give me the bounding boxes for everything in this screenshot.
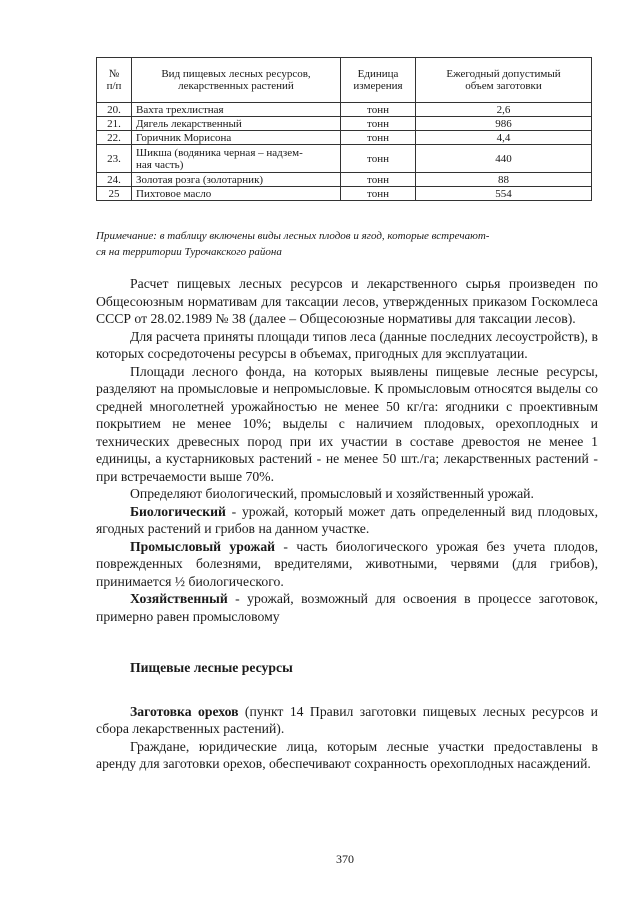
cell-unit: тонн	[341, 131, 416, 145]
table-row	[97, 145, 592, 173]
definition-text: - урожай, который может дать определенный вид плодовых, ягодных растений и грибов на данном участке.	[96, 503, 598, 536]
paragraph	[96, 590, 598, 625]
term-nut-harvesting: Заготовка орехов	[130, 703, 239, 719]
cell-volume: 554	[416, 187, 592, 201]
paragraph	[96, 538, 598, 591]
table-row	[97, 173, 592, 187]
body-text	[96, 275, 598, 773]
table-row	[97, 117, 592, 131]
table-row	[97, 103, 592, 117]
cell-unit: тонн	[341, 117, 416, 131]
resources-table	[96, 57, 592, 201]
section-heading: Пищевые лесные ресурсы	[130, 660, 293, 675]
table-row	[97, 187, 592, 201]
definition-text: - урожай, возможный для освоения в процессе заготовок, примерно равен промысловому	[96, 591, 598, 624]
paragraph: Расчет пищевых лесных ресурсов и лекарственного сырья произведен по Общесоюзным нормативам для таксации лесов, утвержденных приказом Госкомлеса СССР от 28.02.1989 № 38 (далее – Общесоюзные нормативы для таксации лесов).	[96, 276, 598, 326]
cell-volume: 4,4	[416, 131, 592, 145]
cell-number: 23.	[97, 145, 132, 173]
cell-resource-name: Золотая розга (золотарник)	[132, 173, 341, 187]
cell-number: 20.	[97, 103, 132, 117]
cell-number: 22.	[97, 131, 132, 145]
header-unit: Единица измерения	[341, 58, 416, 103]
paragraph	[96, 503, 598, 538]
definition-text: (пункт 14 Правил заготовки пищевых лесных ресурсов и сбора лекарственных растений).	[96, 703, 598, 736]
term-economic: Хозяйственный	[130, 591, 228, 606]
paragraph: Определяют биологический, промысловый и хозяйственный урожай.	[130, 486, 534, 501]
header-resource-type: Вид пищевых лесных ресурсов, лекарственных растений	[132, 58, 341, 103]
cell-resource-name: Горичник Морисона	[132, 131, 341, 145]
header-annual-volume: Ежегодный допустимый объем заготовки	[416, 58, 592, 103]
cell-resource-name: Пихтовое масло	[132, 187, 341, 201]
paragraph: Для расчета приняты площади типов леса (данные последних лесоустройств), в которых сосредоточены ресурсы в объемах, пригодных для эксплуатации.	[96, 328, 598, 361]
paragraph: Граждане, юридические лица, которым лесные участки предоставлены в аренду для заготовки орехов, обеспечивают сохранность орехоплодных насаждений.	[96, 738, 598, 771]
cell-resource-name: Шикша (водяника черная – надзем- ная часть)	[132, 145, 341, 173]
table-row	[97, 131, 592, 145]
cell-unit: тонн	[341, 187, 416, 201]
term-biological: Биологический	[130, 503, 226, 519]
cell-number: 21.	[97, 117, 132, 131]
definition-text: - часть биологического урожая без учета плодов, поврежденных болезнями, вредителями, животными, червями (для грибов), принимается ½ биологического.	[96, 538, 598, 589]
cell-resource-name: Дягель лекарственный	[132, 117, 341, 131]
cell-volume: 88	[416, 173, 592, 187]
page-number: 370	[336, 852, 354, 866]
cell-number: 24.	[97, 173, 132, 187]
table-note: Примечание: в таблицу включены виды лесных плодов и ягод, которые встречают- ся на территории Турочакского района	[96, 230, 490, 258]
paragraph	[96, 703, 598, 738]
cell-resource-name: Вахта трехлистная	[132, 103, 341, 117]
cell-unit: тонн	[341, 145, 416, 173]
table-header-row	[97, 58, 592, 103]
term-commercial-yield: Промысловый урожай	[130, 538, 276, 554]
cell-volume: 986	[416, 117, 592, 131]
header-number: № п/п	[97, 58, 132, 103]
cell-volume: 440	[416, 145, 592, 173]
cell-unit: тонн	[341, 173, 416, 187]
cell-unit: тонн	[341, 103, 416, 117]
paragraph: Площади лесного фонда, на которых выявлены пищевые лесные ресурсы, разделяют на промысловые и непромысловые. К промысловым относятся выделы со средней многолетней урожайностью не менее 50 кг/га: ягодники с проективным покрытием не менее 10%; выделы с наличием плодовых, орехоплодных и технических древесных пород при их участии в составе древостоя не менее 1 единицы, а кустарниковых растений - не менее 50 шт./га; лекарственных растений - при встречаемости выше 70%.	[96, 363, 598, 484]
cell-number: 25	[97, 187, 132, 201]
cell-volume: 2,6	[416, 103, 592, 117]
